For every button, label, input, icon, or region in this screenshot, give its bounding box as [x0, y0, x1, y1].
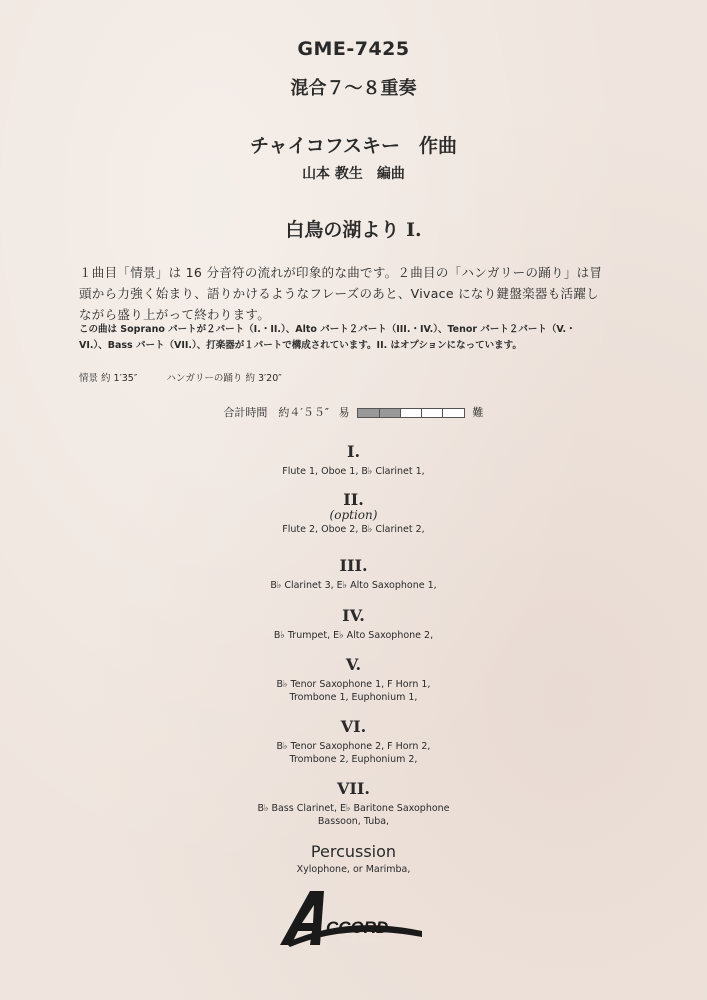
percussion-instruments: Xylophone, or Marimba, [296, 864, 411, 875]
part-instruments: Trombone 1, Euphonium 1, [289, 692, 418, 703]
arranger-credit: 山本 教生 編曲 [302, 166, 405, 182]
difficulty-bar-divider [442, 409, 443, 417]
description-line: ながら盛り上がって終わります。 [79, 307, 271, 322]
part-instruments: B♭ Trumpet, E♭ Alto Saxophone 2, [273, 630, 434, 641]
part-instruments: B♭ Tenor Saxophone 2, F Horn 2, [276, 741, 431, 752]
part-number: III. [339, 556, 368, 575]
piece-title-main: 白鳥の湖より [285, 219, 400, 241]
part-number: I. [346, 442, 361, 461]
part-option-label: (option) [329, 508, 378, 522]
catalog-code: GME-7425 [297, 38, 410, 60]
percussion-block [0, 842, 707, 876]
part-number: V. [345, 655, 362, 674]
instrumentation-note [79, 322, 649, 354]
part-instruments: B♭ Bass Clarinet, E♭ Baritone Saxophone [257, 803, 450, 814]
piece-title-roman: I. [406, 219, 422, 241]
part-instruments: Trombone 2, Euphonium 2, [289, 754, 418, 765]
part-block-5 [0, 655, 707, 704]
part-block-3 [0, 556, 707, 592]
part-instruments: Flute 1, Oboe 1, B♭ Clarinet 1, [282, 466, 425, 477]
svg-text:PUBLISHING: PUBLISHING [340, 939, 387, 945]
part-number: IV. [342, 606, 365, 625]
durations [79, 370, 282, 384]
duration-piece1: 情景 約 1′35″ [79, 373, 138, 384]
part-block-2 [0, 490, 707, 536]
part-instruments: Flute 2, Oboe 2, B♭ Clarinet 2, [282, 524, 425, 535]
description-line: １曲目「情景」は 16 分音符の流れが印象的な曲です。２曲目の「ハンガリーの踊り」は冒 [79, 265, 603, 280]
part-block-6 [0, 717, 707, 766]
difficulty-bar [357, 408, 465, 418]
difficulty-easy-label: 易 [338, 406, 350, 419]
note-line: この曲は Soprano パートが２パート（I.・II.）、Alto パート２パート（III.・IV.）、Tenor パート２パート（V.・ [79, 324, 576, 335]
part-block-1 [0, 442, 707, 478]
ensemble-type: 混合７～８重奏 [290, 78, 417, 99]
total-time: 合計時間 約４′５５″ [223, 406, 330, 419]
piece-title [0, 215, 707, 242]
part-number: VII. [337, 779, 370, 798]
accord-logo-icon [276, 885, 426, 947]
percussion-label: Percussion [310, 842, 397, 861]
part-instruments: Bassoon, Tuba, [317, 816, 390, 827]
difficulty-row [0, 404, 707, 420]
description [79, 262, 639, 325]
composer-credit: チャイコフスキー 作曲 [250, 135, 457, 157]
part-instruments: B♭ Tenor Saxophone 1, F Horn 1, [276, 679, 431, 690]
difficulty-hard-label: 難 [472, 406, 484, 419]
difficulty-bar-divider [379, 409, 380, 417]
publisher-logo [276, 885, 426, 947]
difficulty-bar-divider [421, 409, 422, 417]
part-block-7 [0, 779, 707, 828]
part-block-4 [0, 606, 707, 642]
part-number: II. [343, 490, 364, 509]
part-number: VI. [340, 717, 367, 736]
duration-piece2: ハンガリーの踊り 約 3′20″ [166, 373, 282, 384]
svg-text:CCORD: CCORD [326, 918, 389, 937]
description-line: 頭から力強く始まり、語りかけるようなフレーズのあと、Vivace になり鍵盤楽器も活躍し [79, 286, 599, 301]
note-line: VI.）、Bass パート（VII.）、打楽器が１パートで構成されています。II. はオプションになっています。 [79, 340, 522, 351]
part-instruments: B♭ Clarinet 3, E♭ Alto Saxophone 1, [270, 580, 437, 591]
difficulty-bar-divider [400, 409, 401, 417]
